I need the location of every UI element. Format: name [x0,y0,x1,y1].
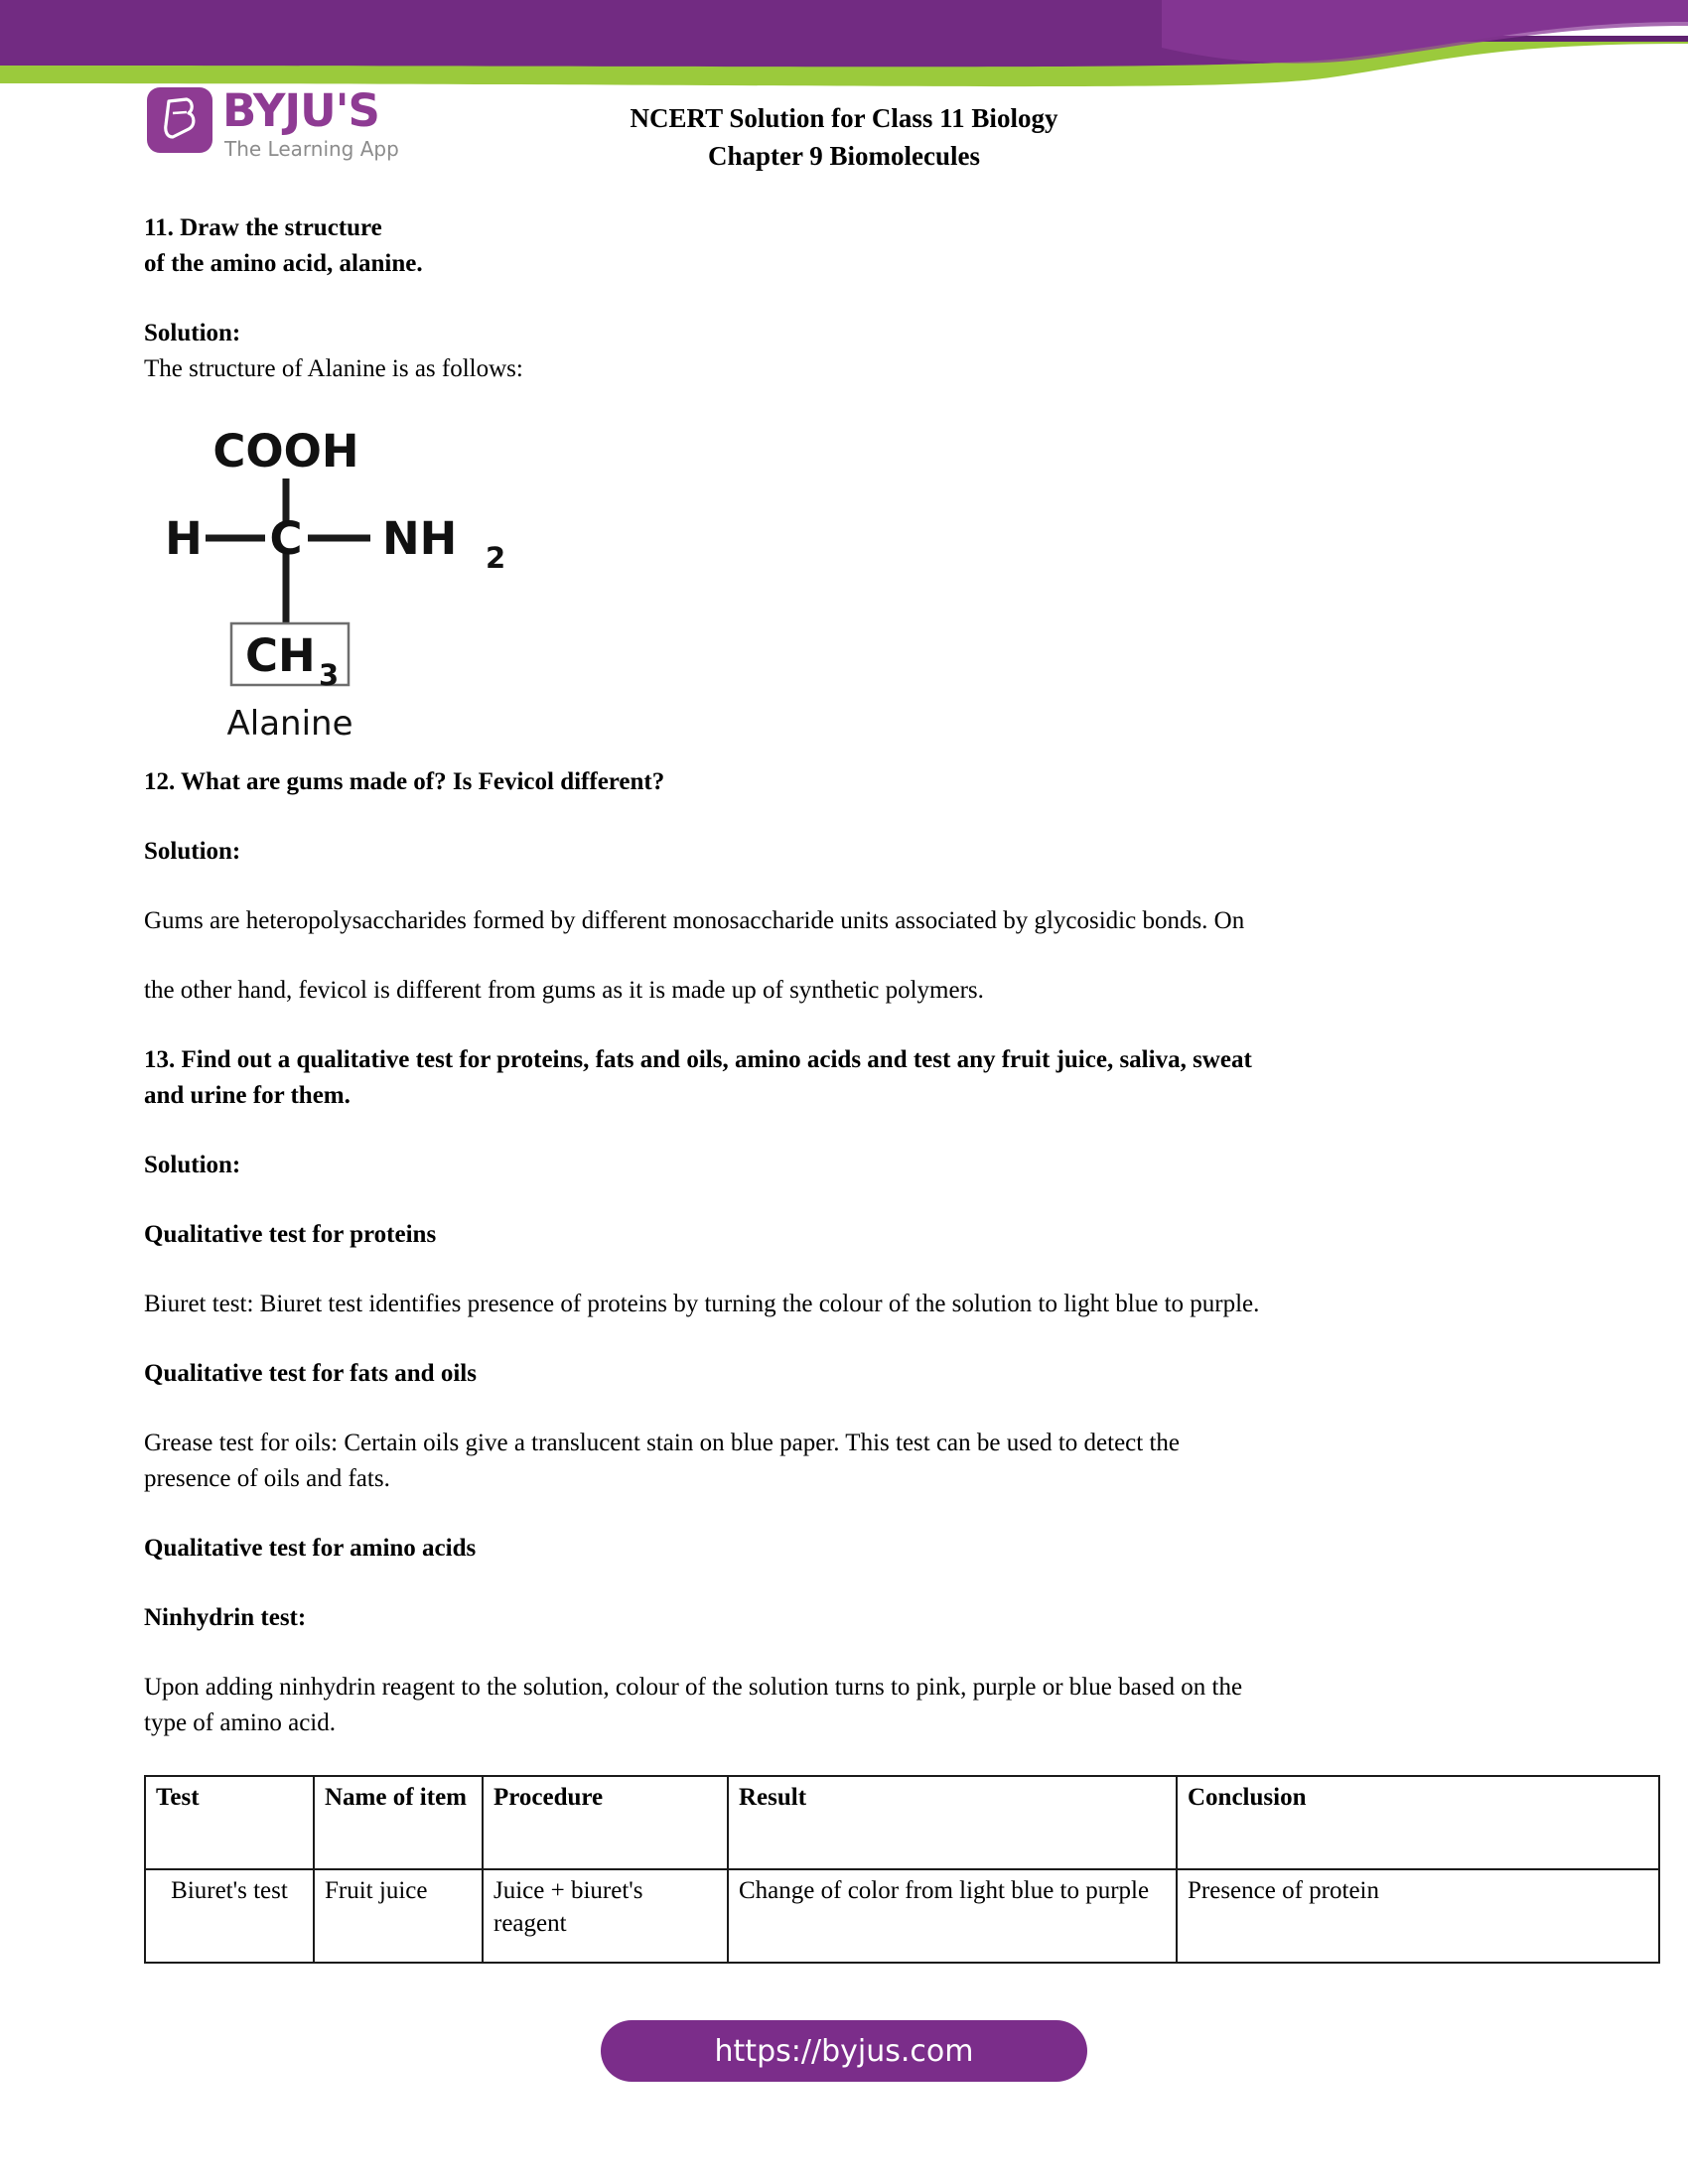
logo-wordmark: BYJU'S [222,84,379,137]
spacer [144,939,1554,973]
spacer [144,1322,1554,1356]
cell-conclusion: Presence of protein [1177,1869,1659,1963]
spacer [144,1636,1554,1670]
logo-tagline: The Learning App [224,137,399,161]
cell-result: Change of color from light blue to purple [728,1869,1177,1963]
spacer [144,800,1554,834]
question-12-solution-label: Solution: [144,838,241,865]
spacer [144,1567,1554,1600]
table-head [145,1776,1659,1869]
ninhydrin-test-text-line-1: Upon adding ninhydrin reagent to the solution, colour of the solution turns to pink, purple or blue based on the [144,1674,1243,1701]
question-12-answer-line-1: Gums are heteropolysaccharides formed by different monosaccharide units associated by glycosidic bonds. On [144,907,1245,934]
question-11-heading-line-1: 11. Draw the structure [144,214,382,241]
question-12-heading: 12. What are gums made of? Is Fevicol different? [144,768,665,795]
cell-test: Biuret's test [145,1869,314,1963]
question-11-solution-text: The structure of Alanine is as follows: [144,355,523,382]
cell-procedure: Juice + biuret's reagent [483,1869,728,1963]
question-13-block [144,1042,1554,1741]
document-content [144,210,1554,1964]
page-title-line-2: Chapter 9 Biomolecules [708,141,980,171]
question-12-block [144,764,1554,1009]
byjus-url-label: https://byjus.com [714,2033,974,2069]
fats-test-text-line-2: presence of oils and fats. [144,1465,390,1492]
figure-top-group: COOH [212,425,359,478]
ninhydrin-test-text-line-2: type of amino acid. [144,1709,336,1736]
page-title-line-1: NCERT Solution for Class 11 Biology [630,103,1058,133]
figure-right-group: NH [382,512,458,565]
ninhydrin-test-heading: Ninhydrin test: [144,1604,307,1631]
column-header-name-of-item: Name of item [314,1776,483,1869]
table-body [145,1869,1659,1963]
spacer [144,1114,1554,1148]
figure-bottom-group-subscript: 3 [319,658,340,692]
qualitative-test-table [144,1775,1660,1964]
byjus-url-button[interactable] [601,2020,1087,2082]
question-13-heading-line-2: and urine for them. [144,1082,351,1109]
figure-center-atom: C [269,512,303,565]
spacer [144,1183,1554,1217]
column-header-procedure: Procedure [483,1776,728,1869]
column-header-conclusion: Conclusion [1177,1776,1659,1869]
amino-acids-test-heading: Qualitative test for amino acids [144,1535,477,1562]
proteins-test-text: Biuret test: Biuret test identifies presence of proteins by turning the colour of the solution to light blue to purple. [144,1291,1260,1317]
spacer [144,1392,1554,1426]
figure-right-group-subscript: 2 [486,541,506,575]
spacer [144,1009,1554,1042]
figure-caption: Alanine [226,704,353,744]
fats-test-heading: Qualitative test for fats and oils [144,1360,477,1387]
alanine-structure-figure [144,417,660,745]
question-11-block [144,210,1554,745]
spacer [144,1497,1554,1531]
column-header-test: Test [145,1776,314,1869]
column-header-result: Result [728,1776,1177,1869]
figure-left-group: H [165,512,203,565]
cell-name-of-item: Fruit juice [314,1869,483,1963]
spacer [144,745,1554,764]
proteins-test-heading: Qualitative test for proteins [144,1221,437,1248]
table-row [145,1869,1659,1963]
page-title [0,99,1688,175]
question-11-heading-line-2: of the amino acid, alanine. [144,250,423,277]
question-12-answer-line-2: the other hand, fevicol is different from gums as it is made up of synthetic polymers. [144,977,984,1004]
spacer [144,1253,1554,1287]
spacer [144,870,1554,903]
figure-bottom-group: CH [245,629,316,682]
question-11-solution-label: Solution: [144,320,241,346]
spacer [144,282,1554,316]
table-header-row [145,1776,1659,1869]
question-13-solution-label: Solution: [144,1152,241,1178]
fats-test-text-line-1: Grease test for oils: Certain oils give a translucent stain on blue paper. This test can be used to detect the [144,1430,1180,1456]
question-13-heading-line-1: 13. Find out a qualitative test for proteins, fats and oils, amino acids and test any fruit juice, saliva, sweat [144,1046,1252,1073]
